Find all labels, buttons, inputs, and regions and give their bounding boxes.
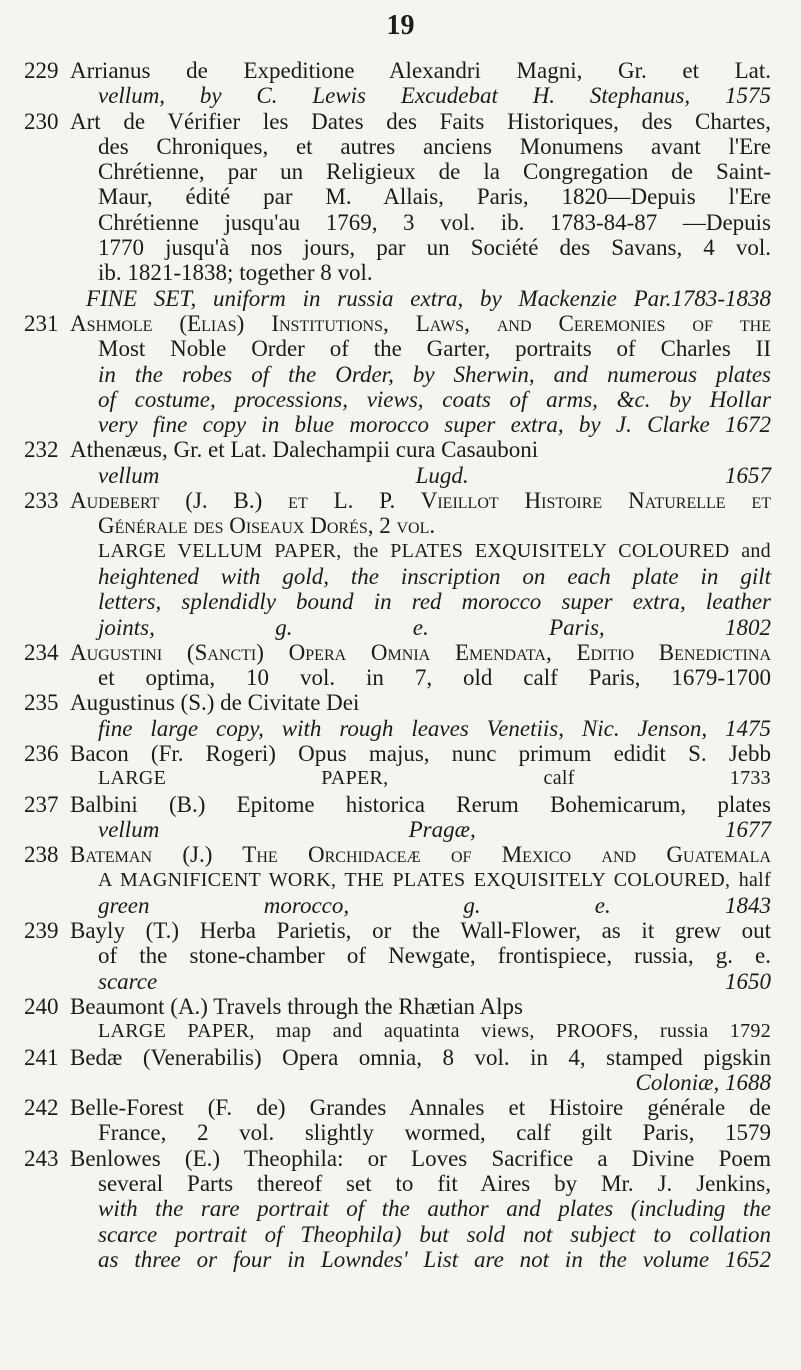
entry-line: LARGE VELLUM PAPER, the PLATES EXQUISITELY COLOURED and	[98, 539, 771, 562]
entry-line: heightened with gold, the inscription on each plate in gilt	[98, 563, 771, 589]
page-number: 19	[386, 10, 415, 41]
entry-line: Générale des Oiseaux Dorés, 2 vol.	[98, 513, 436, 539]
entry-line: scarce 1650	[98, 968, 771, 994]
lot-number: 242	[24, 1095, 59, 1121]
lot-number: 233	[24, 488, 59, 514]
entry-line: Beaumont (A.) Travels through the Rhætian Alps	[70, 993, 523, 1019]
catalogue-entry	[0, 1146, 801, 1272]
lot-number: 231	[24, 310, 59, 336]
entry-line: Most Noble Order of the Garter, portraits of Charles II	[98, 336, 771, 362]
entry-line: LARGE PAPER, calf 1733	[98, 767, 771, 790]
catalogue-entry	[0, 792, 801, 843]
entry-line: vellum, by C. Lewis Excudebat H. Stephanus, 1575	[98, 83, 771, 109]
entry-line: several Parts thereof set to fit Aires by Mr. J. Jenkins,	[98, 1171, 771, 1197]
entry-line: vellum Pragæ, 1677	[98, 816, 771, 842]
entry-line: green morocco, g. e. 1843	[98, 892, 771, 918]
catalogue-entry	[0, 842, 801, 918]
entry-line: Benlowes (E.) Theophila: or Loves Sacrifice a Divine Poem	[70, 1145, 771, 1171]
catalogue-entry	[0, 109, 801, 311]
entry-line: with the rare portrait of the author and plates (including the	[98, 1196, 771, 1222]
lot-number: 234	[24, 639, 59, 665]
entry-line: A MAGNIFICENT WORK, THE PLATES EXQUISITELY COLOURED, half	[98, 868, 771, 891]
entry-line: Augustinus (S.) de Civitate Dei	[70, 690, 360, 716]
entry-line: 1770 jusqu'à nos jours, par un Société des Savans, 4 vol.	[98, 235, 771, 261]
entry-line: Bacon (Fr. Rogeri) Opus majus, nunc primum edidit S. Jebb	[70, 741, 771, 767]
entry-line: Art de Vérifier les Dates des Faits Historiques, des Chartes,	[70, 108, 771, 134]
entry-line: fine large copy, with rough leaves Venetiis, Nic. Jenson, 1475	[98, 715, 771, 741]
entry-line: des Chroniques, et autres anciens Monumens avant l'Ere	[98, 133, 771, 159]
entry-line: very fine copy in blue morocco super extra, by J. Clarke 1672	[98, 412, 771, 438]
entry-line: Balbini (B.) Epitome historica Rerum Bohemicarum, plates	[70, 791, 771, 817]
entry-line: et optima, 10 vol. in 7, old calf Paris, 1679-1700	[98, 665, 771, 691]
entry-line: Chrétienne jusqu'au 1769, 3 vol. ib. 1783-84-87 —Depuis	[98, 209, 771, 235]
entry-line: vellum Lugd. 1657	[98, 462, 771, 488]
lot-number: 235	[24, 690, 59, 716]
catalogue-entry	[0, 311, 801, 437]
entry-line: ib. 1821-1838; together 8 vol.	[98, 260, 373, 286]
entry-line: Bedæ (Venerabilis) Opera omnia, 8 vol. in 4, stamped pigskin	[70, 1044, 771, 1070]
entry-line: Belle-Forest (F. de) Grandes Annales et Histoire générale de	[70, 1095, 771, 1121]
entry-line: Audebert (J. B.) et L. P. Vieillot Histoire Naturelle et	[70, 488, 771, 514]
entry-line: Maur, édité par M. Allais, Paris, 1820—Depuis l'Ere	[98, 184, 771, 210]
catalogue-entry	[0, 741, 801, 792]
entry-line: Bateman (J.) The Orchidaceæ of Mexico and Guatemala	[70, 842, 771, 868]
entry-line: Ashmole (Elias) Institutions, Laws, and Ceremonies of the	[70, 310, 771, 336]
entry-line: of the stone-chamber of Newgate, frontispiece, russia, g. e.	[98, 943, 771, 969]
lot-number: 238	[24, 842, 59, 868]
entry-line: Athenæus, Gr. et Lat. Dalechampii cura Casauboni	[70, 437, 539, 463]
catalogue-entry	[0, 690, 801, 741]
entry-line: Bayly (T.) Herba Parietis, or the Wall-Flower, as it grew out	[70, 918, 771, 944]
catalogue-entry	[0, 437, 801, 488]
entry-line: Coloniæ, 1688	[635, 1069, 771, 1095]
lot-number: 237	[24, 791, 59, 817]
catalogue-entry	[0, 918, 801, 994]
lot-number: 243	[24, 1145, 59, 1171]
entry-line: in the robes of the Order, by Sherwin, and numerous plates	[98, 361, 771, 387]
entry-line: scarce portrait of Theophila) but sold not subject to collation	[98, 1221, 771, 1247]
catalogue-entry	[0, 994, 801, 1045]
catalogue-entry	[0, 1045, 801, 1096]
entry-line: France, 2 vol. slightly wormed, calf gilt Paris, 1579	[98, 1120, 771, 1146]
entry-line: letters, splendidly bound in red morocco super extra, leather	[98, 589, 771, 615]
catalogue-entry	[0, 640, 801, 691]
entry-line: joints, g. e. Paris, 1802	[98, 614, 771, 640]
catalogue-entry	[0, 58, 801, 109]
entry-line: Chrétienne, par un Religieux de la Congregation de Saint-	[98, 159, 771, 185]
catalogue-entry	[0, 488, 801, 640]
entry-line: of costume, processions, views, coats of arms, &c. by Hollar	[98, 386, 771, 412]
entries-list	[0, 58, 801, 1272]
entry-line: FINE SET, uniform in russia extra, by Mackenzie Par.1783-1838	[86, 285, 771, 311]
entry-line: LARGE PAPER, map and aquatinta views, PROOFS, russia 1792	[98, 1020, 771, 1043]
lot-number: 236	[24, 741, 59, 767]
entry-line: as three or four in Lowndes' List are not in the volume 1652	[98, 1246, 771, 1272]
catalogue-entry	[0, 1095, 801, 1146]
lot-number: 239	[24, 918, 59, 944]
lot-number: 241	[24, 1044, 59, 1070]
lot-number: 229	[24, 58, 59, 83]
lot-number: 240	[24, 993, 59, 1019]
entry-line: Arrianus de Expeditione Alexandri Magni, Gr. et Lat.	[70, 58, 771, 83]
entry-line: Augustini (Sancti) Opera Omnia Emendata, Editio Benedictina	[70, 639, 771, 665]
lot-number: 232	[24, 437, 59, 463]
lot-number: 230	[24, 108, 59, 134]
